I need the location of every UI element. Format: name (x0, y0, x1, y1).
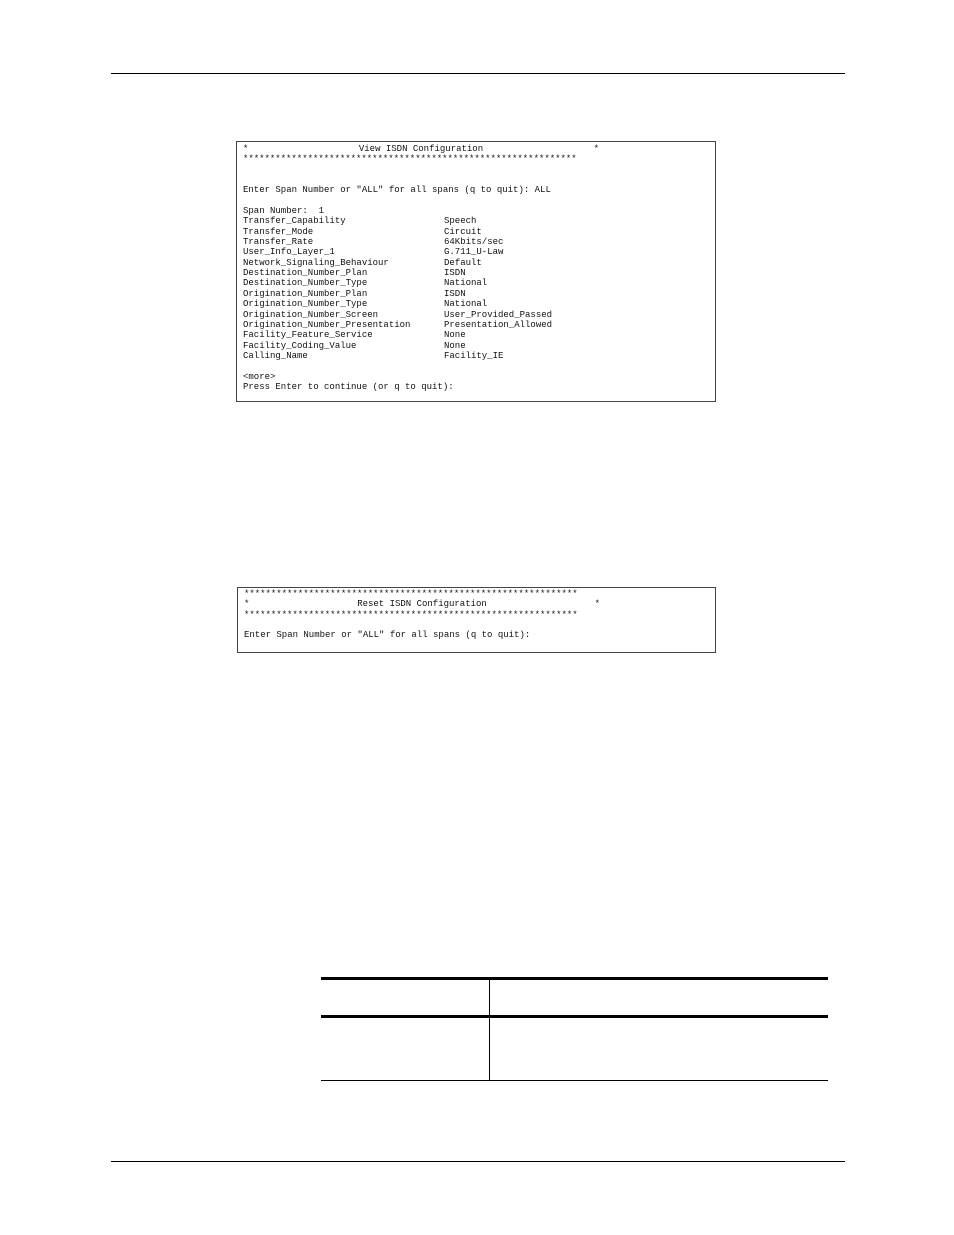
config-row (243, 299, 715, 309)
span-prompt: Enter Span Number or "ALL" for all spans (q to quit): (244, 630, 531, 641)
config-row (243, 289, 715, 299)
view-isdn-terminal (236, 141, 716, 402)
config-row (243, 351, 715, 361)
config-row (243, 258, 715, 268)
banner-left-star: * (244, 599, 250, 610)
config-row (243, 310, 715, 320)
config-row (243, 341, 715, 351)
config-value: Facility_IE (444, 350, 504, 361)
footer-rule (111, 1161, 845, 1162)
config-key: Facility_Feature_Service (243, 330, 373, 341)
banner-title: View ISDN Configuration (358, 144, 484, 154)
header-rule (111, 73, 845, 74)
blank-line (243, 175, 715, 185)
config-row (243, 227, 715, 237)
table-bottom-rule (321, 1080, 828, 1081)
config-row (243, 278, 715, 288)
config-key: Origination_Number_Plan (243, 288, 368, 299)
config-row (243, 268, 715, 278)
span-prompt: Enter Span Number or "ALL" for all spans (q to quit): ALL (243, 185, 551, 196)
config-key: Transfer_Capability (243, 216, 346, 227)
config-key: Facility_Coding_Value (243, 340, 357, 351)
config-row (243, 216, 715, 226)
star-rule-top: ************************************************************** (244, 589, 578, 599)
config-value: Speech (444, 216, 477, 227)
reset-banner (244, 599, 600, 609)
continue-prompt: Press Enter to continue (or q to quit): (243, 381, 454, 392)
reset-isdn-terminal (237, 587, 716, 653)
banner-right-star: * (593, 144, 599, 154)
table-column-divider (489, 980, 490, 1081)
config-key: Origination_Number_Type (243, 299, 368, 310)
config-key: Origination_Number_Screen (243, 309, 379, 320)
config-value: ISDN (444, 288, 466, 299)
config-key: Transfer_Rate (243, 237, 314, 248)
config-key: User_Info_Layer_1 (243, 247, 335, 258)
table-top-rule (321, 977, 828, 980)
config-value: User_Provided_Passed (444, 309, 553, 320)
config-key: Transfer_Mode (243, 226, 314, 237)
config-value: ISDN (444, 268, 466, 279)
config-value: Circuit (444, 226, 482, 237)
config-value: Default (444, 257, 482, 268)
span-number-line: Span Number: 1 (243, 206, 325, 217)
config-row (243, 237, 715, 247)
config-key: Origination_Number_Presentation (243, 319, 411, 330)
config-key: Destination_Number_Type (243, 278, 368, 289)
banner-right-star: * (594, 599, 600, 610)
table-header-rule (321, 1015, 828, 1018)
star-rule: ************************************************************** (243, 154, 577, 165)
config-value: National (444, 278, 488, 289)
config-value: National (444, 299, 488, 310)
banner-left-star: * (243, 144, 249, 154)
config-value: None (444, 330, 466, 341)
star-rule-bottom: ************************************************************** (244, 609, 578, 620)
blank-line (243, 165, 715, 175)
config-value: Presentation_Allowed (444, 319, 553, 330)
config-value: None (444, 340, 466, 351)
parameter-table (321, 977, 828, 1081)
banner-title: Reset ISDN Configuration (357, 599, 487, 610)
config-row (243, 247, 715, 257)
config-row (243, 320, 715, 330)
view-banner (243, 144, 599, 154)
more-indicator: <more> (243, 371, 276, 382)
config-key: Destination_Number_Plan (243, 268, 368, 279)
config-key: Network_Signaling_Behaviour (243, 257, 389, 268)
config-key: Calling_Name (243, 350, 308, 361)
config-row (243, 330, 715, 340)
blank-line (243, 361, 715, 371)
config-value: 64Kbits/sec (444, 237, 504, 248)
blank-line (244, 620, 715, 630)
config-rows (243, 216, 715, 361)
blank-line (243, 196, 715, 206)
config-value: G.711_U-Law (444, 247, 504, 258)
